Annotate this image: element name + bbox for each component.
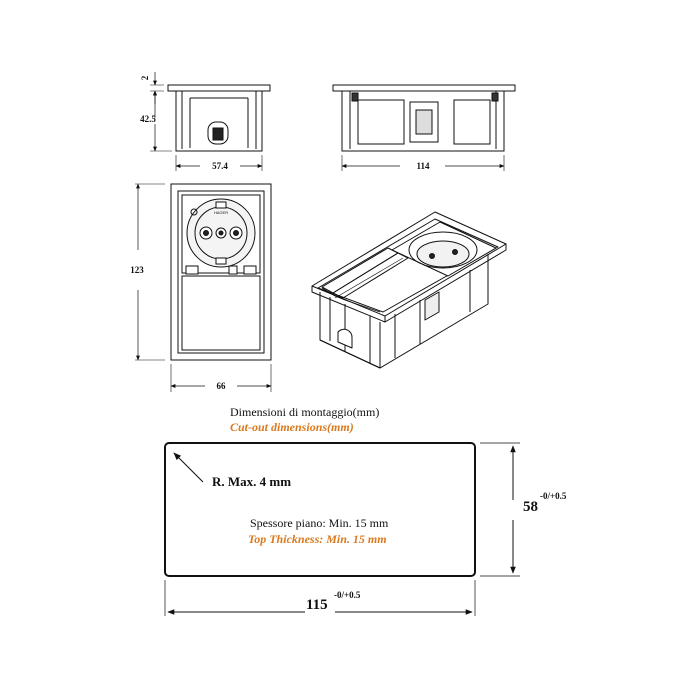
dim-width-front: 66 (216, 381, 226, 391)
thickness-label-en: Top Thickness: Min. 15 mm (248, 532, 387, 546)
dim-top-thickness: 2 (140, 75, 150, 81)
brand-label: HAGER (213, 210, 229, 215)
radius-label: R. Max. 4 mm (212, 474, 292, 489)
cutout-title-en: Cut-out dimensions(mm) (230, 420, 354, 434)
front-view (135, 184, 271, 392)
dim-depth-front: 123 (130, 265, 144, 275)
cutout-width-tol: -0/+0.5 (334, 590, 361, 600)
dim-length: 114 (416, 161, 430, 171)
cutout-width-value: 115 (306, 597, 328, 613)
side-view-long (333, 85, 515, 171)
cutout-height-tol: -0/+0.5 (540, 491, 567, 501)
cutout-title-it: Dimensioni di montaggio(mm) (230, 405, 380, 419)
dim-height: 42.5 (140, 114, 156, 124)
thickness-label-it: Spessore piano: Min. 15 mm (250, 516, 389, 530)
dim-width-side: 57.4 (212, 161, 228, 171)
side-view-small (150, 72, 270, 171)
cutout-height-value: 58 (523, 499, 538, 515)
isometric-view (312, 212, 506, 368)
